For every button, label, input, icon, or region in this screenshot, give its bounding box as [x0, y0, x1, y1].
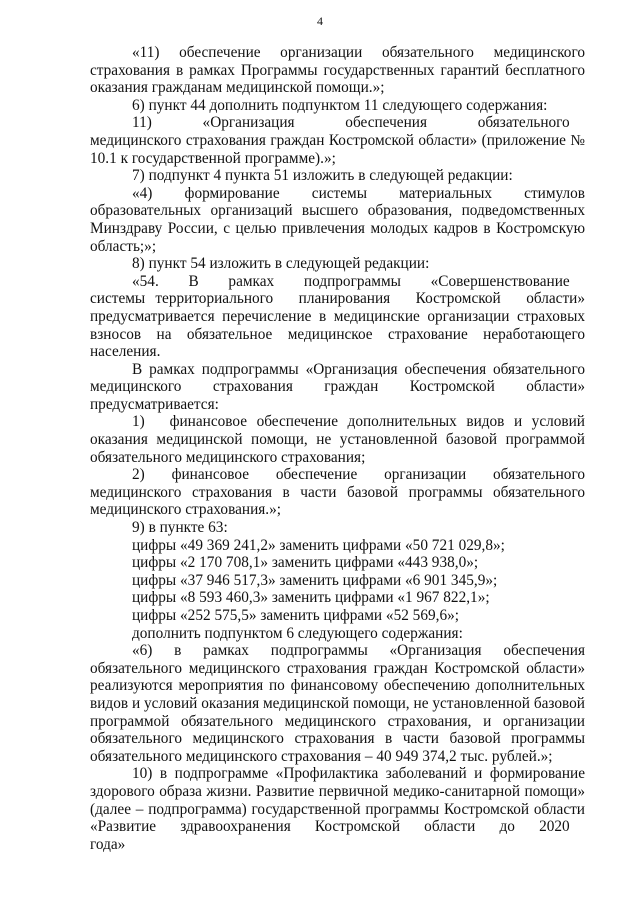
paragraph-subpoint-4: «4) формирование системы материальных стимулов образовательных организаций высшего образования, подведомственных Минздраву России, с целью привлечения молодых кадров в Костромскую область;»;: [90, 184, 585, 255]
paragraph-point-6: 6) пункт 44 дополнить подпунктом 11 следующего содержания:: [132, 96, 548, 114]
paragraph-subpoint-11: 11) «Организация обеспечения обязательного медицинского страхования граждан Костромской области» (приложение № 10.1 к государственной программе).»;: [90, 114, 585, 167]
paragraph-list-item-1: 1) финансовое обеспечение дополнительных видов и условий оказания медицинской помощи, не установленной базовой программой обязательного медицинского страхования;: [90, 413, 585, 466]
page-number: 4: [317, 14, 323, 28]
paragraph-point-7: 7) подпункт 4 пункта 51 изложить в следующей редакции:: [132, 167, 513, 185]
paragraph-point-8: 8) пункт 54 изложить в следующей редакции:: [132, 255, 430, 273]
paragraph-figures-3: цифры «37 946 517,3» заменить цифрами «6 901 345,9»;: [132, 571, 498, 589]
paragraph-figures-2: цифры «2 170 708,1» заменить цифрами «443 938,0»;: [132, 554, 479, 572]
paragraph-point-9: 9) в пункте 63:: [132, 519, 228, 537]
paragraph-subprogram-oms: В рамках подпрограммы «Организация обеспечения обязательного медицинского страхования граждан Костромской области» предусматривается:: [90, 360, 585, 413]
paragraph-figures-1: цифры «49 369 241,2» заменить цифрами «50 721 029,8»;: [132, 536, 505, 554]
paragraph-figures-5: цифры «252 575,5» заменить цифрами «52 569,6»;: [132, 607, 460, 624]
paragraph-figures-4: цифры «8 593 460,3» заменить цифрами «1 967 822,1»;: [132, 589, 490, 607]
paragraph-list-item-2: 2) финансовое обеспечение организации обязательного медицинского страхования в части базовой программы обязательного медицинского страхования.»;: [90, 466, 585, 519]
paragraph-subpoint-6: «6) в рамках подпрограммы «Организация обеспечения обязательного медицинского страхования граждан Костромской области» реализуются мероприятия по финансовому обеспечению дополнительных видов и условий оказания медицинской помощи, не установленной базовой программой обязательного медицинского страхования, и организации обязательного медицинского страхования в части базовой программы обязательного медицинского страхования – 40 949 374,2 тыс. рублей.»;: [90, 642, 585, 765]
paragraph-point-54: «54. В рамках подпрограммы «Совершенствование системы территориального планирования Костромской области» предусматривается перечисление в медицинские организации страховых взносов на обязательное медицинское страхование неработающего населения.: [90, 272, 585, 361]
paragraph-item-11: «11) обеспечение организации обязательного медицинского страхования в рамках Программы государственных гарантий бесплатного оказания гражданам медицинской помощи.»;: [90, 44, 585, 97]
paragraph-point-10: 10) в подпрограмме «Профилактика заболеваний и формирование здорового образа жизни. Развитие первичной медико-санитарной помощи» (далее – подпрограмма) государственной программы Костромской области «Развитие здравоохранения Костромской области до 2020 года»: [90, 765, 585, 853]
paragraph-add-subpoint-6: дополнить подпунктом 6 следующего содержания:: [132, 624, 463, 642]
document-body: [90, 44, 585, 853]
